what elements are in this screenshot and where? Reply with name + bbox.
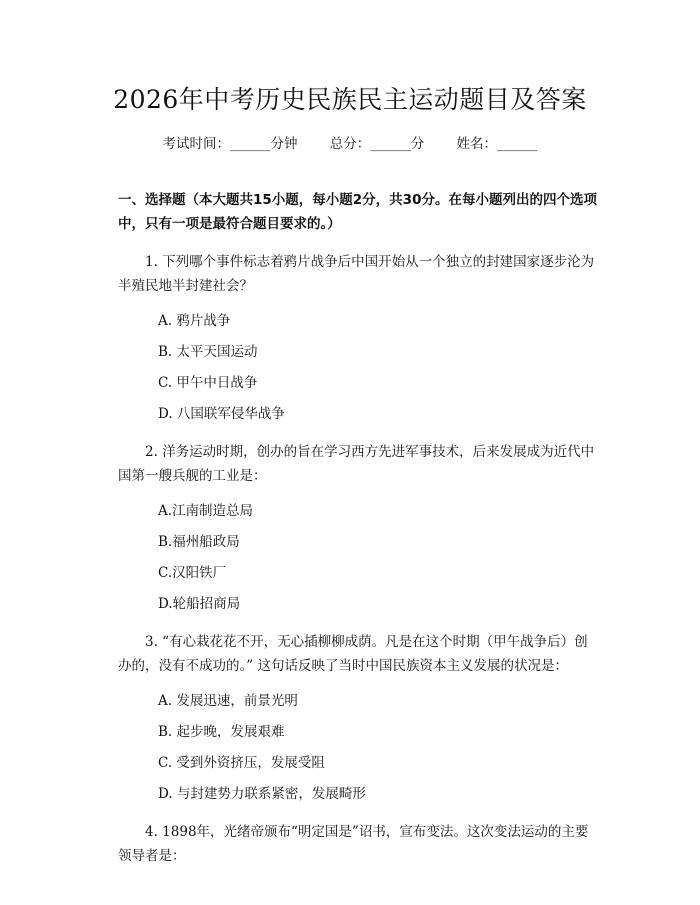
question-3-option-c: C. 受到外资挤压，发展受阻: [158, 755, 325, 771]
question-1-option-b: B. 太平天国运动: [158, 344, 258, 360]
question-3-stem: 3. “有心栽花花不开，无心插柳柳成荫。凡是在这个时期（甲午战争后）创办的，没有不成功的。” 这句话反映了当时中国民族资本主义发展的状况是：: [118, 634, 588, 674]
question-2-options: [118, 500, 600, 624]
question-3-option-d: D. 与封建势力联系紧密，发展畸形: [158, 786, 366, 802]
document-title: 2026年中考历史民族民主运动题目及答案: [113, 85, 587, 114]
question-2-option-a: A.江南制造总局: [158, 503, 254, 519]
exam-time-field: 考试时间：______分钟: [162, 136, 298, 152]
exam-info: [0, 132, 700, 152]
question-3-option-a: A. 发展迅速，前景光明: [158, 693, 298, 709]
question-3-option-b: B. 起步晚，发展艰难: [158, 724, 285, 740]
total-score-field: 总分：______分: [329, 136, 425, 152]
question-1-option-d: D. 八国联军侵华战争: [158, 406, 285, 422]
question-1-stem: 1. 下列哪个事件标志着鸦片战争后中国开始从一个独立的封建国家逐步沦为半殖民地半封建社会？: [118, 254, 595, 294]
question-2-option-d: D.轮船招商局: [158, 596, 241, 612]
question-2-option-c: C.汉阳铁厂: [158, 565, 227, 581]
section-heading: 一、选择题（本大题共15小题，每小题2分，共30分。在每小题列出的四个选项中，只有一项是最符合题目要求的。）: [118, 192, 597, 232]
question-1-option-a: A. 鸦片战争: [158, 313, 231, 329]
question-2-stem: 2. 洋务运动时期，创办的旨在学习西方先进军事技术，后来发展成为近代中国第一艘兵舰的工业是：: [118, 444, 595, 484]
student-name-field: 姓名：______: [456, 136, 538, 152]
question-4-stem: 4. 1898年，光绪帝颁布“明定国是”诏书，宣布变法。这次变法运动的主要领导者是：: [118, 824, 589, 864]
question-1-option-c: C. 甲午中日战争: [158, 375, 258, 391]
question-3-options: [118, 690, 600, 814]
question-1-options: [118, 310, 600, 434]
document-body: [118, 188, 600, 880]
question-2-option-b: B.福州船政局: [158, 534, 240, 550]
